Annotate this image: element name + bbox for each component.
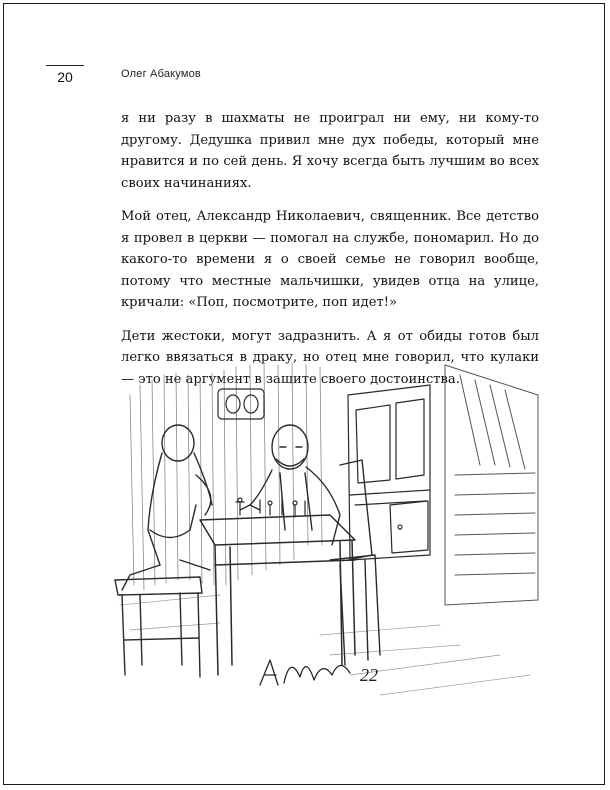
paragraph-3: Дети жестоки, могут задразнить. А я от обиды готов был легко ввязаться в драку, но отец мне говорил, что кулаки — это не аргумент в защите своего достоинства.: [121, 328, 539, 387]
header-rule: [46, 65, 84, 66]
chess-table: [200, 515, 355, 675]
old-man-figure: [240, 425, 340, 545]
paragraph-1: я ни разу в шахматы не проиграл ни ему, ни кому-то другому. Дедушка привил мне дух победы, который мне нравится и по сей день. Я хочу всегда быть лучшим во всех своих начинаниях.: [121, 111, 539, 191]
wall-frames: [218, 389, 264, 419]
chess-players-illustration: [100, 355, 540, 720]
page-number: 20: [57, 69, 73, 85]
cabinet: [348, 385, 430, 560]
signature-year: 22: [360, 665, 378, 685]
paragraph-2: Мой отец, Александр Николаевич, священник. Все детство я провел в церкви — помогал на службе, пономарил. Но до какого-то времени я о своей семье не говорил вообще, потому что местные мальчишки, увидев отца на улице, кричали: «Поп, посмотрите, поп идет!»: [121, 209, 539, 310]
signature-mark: [260, 660, 350, 685]
running-head-author: Олег Абакумов: [121, 68, 201, 80]
wall-hatching: [130, 363, 322, 590]
window: [445, 365, 538, 605]
stool: [115, 577, 202, 677]
boy-figure: [122, 425, 212, 590]
